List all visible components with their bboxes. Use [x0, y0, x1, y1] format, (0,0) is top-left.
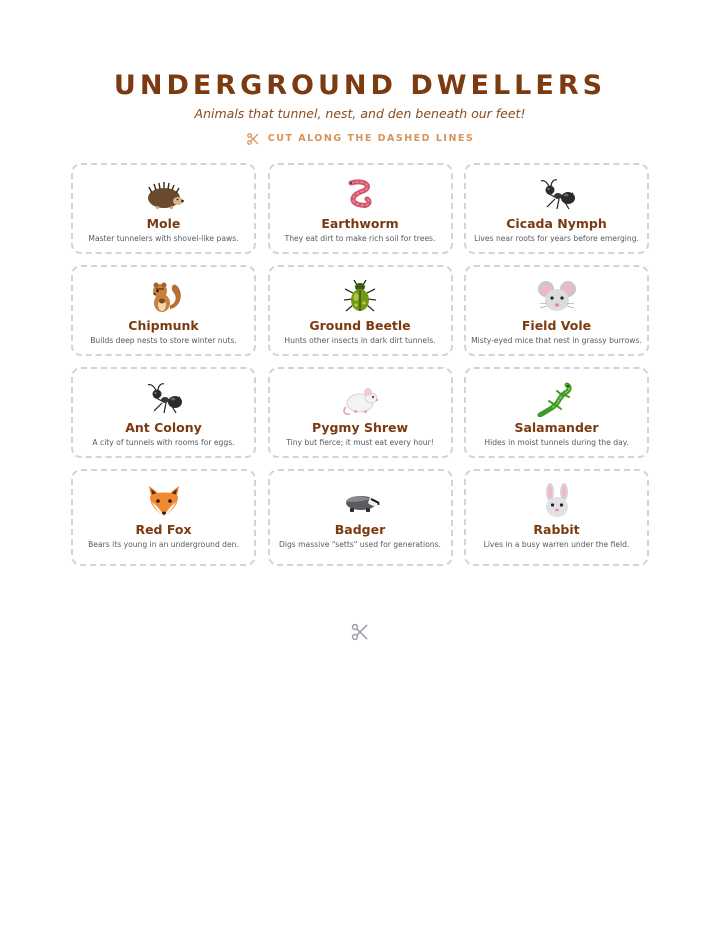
page-header [0, 68, 720, 146]
animal-description: Builds deep nests to store winter nuts. [90, 336, 237, 345]
worm-icon [340, 177, 380, 213]
ant-icon [144, 381, 184, 417]
animal-card [464, 163, 649, 254]
animal-description: Hides in moist tunnels during the day. [484, 438, 629, 447]
animal-card [268, 265, 453, 356]
cut-instruction [0, 132, 720, 146]
animal-description: Tiny but fierce; it must eat every hour! [286, 438, 434, 447]
page-subtitle: Animals that tunnel, nest, and den beneath our feet! [194, 106, 526, 121]
beetle-icon [340, 279, 380, 315]
ant-icon [537, 177, 577, 213]
animal-name: Mole [146, 216, 181, 231]
animal-description: Digs massive "setts" used for generations. [279, 540, 441, 549]
animal-card [464, 469, 649, 566]
animal-description: Lives near roots for years before emerging. [474, 234, 639, 243]
lizard-icon [537, 381, 577, 417]
animal-description: A city of tunnels with rooms for eggs. [92, 438, 235, 447]
animal-name: Earthworm [321, 216, 399, 231]
fox-face-icon [144, 483, 184, 519]
animal-name: Rabbit [533, 522, 580, 537]
animal-card [464, 367, 649, 458]
animal-name: Ground Beetle [309, 318, 411, 333]
chipmunk-icon [144, 279, 184, 315]
badger-icon [340, 483, 380, 519]
animal-name: Chipmunk [128, 318, 199, 333]
animal-name: Pygmy Shrew [311, 420, 409, 435]
animal-name: Badger [334, 522, 386, 537]
animal-name: Cicada Nymph [506, 216, 607, 231]
animal-card [464, 265, 649, 356]
animal-card [71, 469, 256, 566]
hedgehog-icon [144, 177, 184, 213]
animal-description: Lives in a busy warren under the field. [483, 540, 630, 549]
animal-name: Salamander [514, 420, 599, 435]
cut-instruction-text: CUT ALONG THE DASHED LINES [267, 133, 475, 144]
animal-card [71, 367, 256, 458]
animal-card [71, 265, 256, 356]
animal-card-grid [71, 163, 649, 566]
animal-name: Ant Colony [125, 420, 202, 435]
animal-description: Bears its young in an underground den. [88, 540, 239, 549]
animal-card [268, 163, 453, 254]
animal-description: Hunts other insects in dark dirt tunnels. [284, 336, 436, 345]
animal-description: Misty-eyed mice that nest in grassy burrows. [471, 336, 642, 345]
animal-name: Red Fox [135, 522, 192, 537]
animal-description: They eat dirt to make rich soil for trees. [284, 234, 436, 243]
animal-name: Field Vole [521, 318, 592, 333]
page-title: UNDERGROUND DWELLERS [113, 70, 607, 101]
scissors-icon [246, 132, 260, 146]
mouse-face-icon [537, 279, 577, 315]
animal-card [268, 469, 453, 566]
animal-description: Master tunnelers with shovel-like paws. [88, 234, 239, 243]
rabbit-face-icon [537, 483, 577, 519]
animal-card [71, 163, 256, 254]
scissors-icon [350, 622, 370, 646]
rat-icon [340, 381, 380, 417]
animal-card [268, 367, 453, 458]
